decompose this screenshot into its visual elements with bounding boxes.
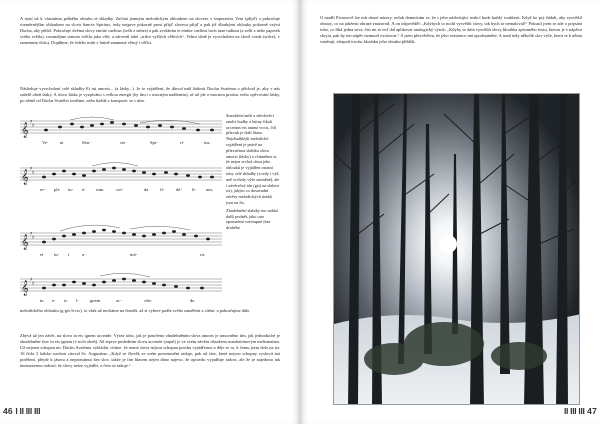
sharp-icon: ♯ <box>30 277 33 283</box>
lyric-syllable: ri- <box>180 140 185 145</box>
lyric-syllable: um, <box>206 187 214 192</box>
lyric-syllable: gnem <box>90 298 101 303</box>
treble-clef-icon: 𝄞 <box>21 235 29 250</box>
sidebar-text <box>226 113 280 233</box>
lyric-syllable: re- <box>40 187 46 192</box>
lyric-syllable: rum <box>96 187 104 192</box>
right-paragraph: O madlí Picassově lze mít různé názory, avšak domnívám se, že s jeho následující reakcí bude každý souhlasit. Když ho prý žádali, aby vysvětlil obrazy, co na jakémsi obraze znázornil. A on odpověděl: „Kdybych to mohl vysvětlit slovy, tak bych to nemaloval!“ Pokusil jsem se zde o popsání toho, co říká jedna sova. Jen mi to teď dal aplikovat analogický výrok: „Kdyby se dala vysvětlit slovy hloubka zpívaného textu, kterou je v nápěvu skryta, pak by ten nápěv nemusel existovat.“ A jsem přesvědčen, že jeho existence má opodstatnění. A snad tedy několik slov výše, která se k němu vztahují, alespoň trochu hloubku jeho obsahu přiblíží. <box>320 15 582 44</box>
notes-line-4 <box>42 278 204 290</box>
lyric-syllable: cén- <box>144 298 152 303</box>
lyric-syllable: ó- <box>82 187 86 192</box>
lyrics-line-3 <box>40 252 205 257</box>
forest-photo <box>333 93 580 405</box>
after-score-text <box>20 308 280 317</box>
next-text <box>20 86 280 107</box>
folio-bars: II III III <box>563 406 585 416</box>
score-svg <box>20 113 222 306</box>
sidebar-paragraph: Zhudebnění slabiky mo nabízí další podnět, jako ono zpomalení vzestupné fáze druhého <box>226 207 279 231</box>
lyric-syllable: ple <box>54 187 60 192</box>
lyric-syllable: ac- <box>116 298 122 303</box>
right-page <box>300 0 600 424</box>
sharp-icon: ♯ <box>32 170 35 176</box>
treble-clef-icon: 𝄞 <box>21 170 29 185</box>
lyric-syllable: i <box>68 252 70 257</box>
slur <box>130 226 190 230</box>
lyric-syllable: in <box>40 298 44 303</box>
lyric-syllable: a- <box>82 252 86 257</box>
page-number: 46 <box>3 406 13 416</box>
sharp-icon: ♯ <box>30 231 33 237</box>
lyric-syllable: í- <box>76 298 79 303</box>
sharp-icon: ♯ <box>32 123 35 129</box>
lyrics-line-4 <box>40 298 195 303</box>
forest-illustration <box>334 94 580 405</box>
folio-bars: I II III III <box>15 406 41 416</box>
lyric-syllable: cor- <box>116 187 124 192</box>
lyric-syllable: tus, <box>204 140 211 145</box>
slur <box>70 117 114 120</box>
treble-clef-icon: 𝄞 <box>21 281 29 296</box>
page-number-left <box>3 406 40 416</box>
sharp-icon: ♯ <box>32 235 35 241</box>
lyric-syllable: de. <box>190 298 196 303</box>
staff-3 <box>20 233 222 245</box>
slur <box>92 163 138 167</box>
lyrics-line-1 <box>42 140 211 146</box>
closing-paragraph: Zbývá už jen závěr, na slova in eis ignem accende. Výraz toho, jak je ponořeno zhudebněním slova amoris je umocněno tím, jak jednoduché je zhudebnění slov in eis ignem (v nich oheň). Až teprve posledním slovu accende (zapal) je ve svém závěru obsaženo mnohatónovým melismatem. Už nejsem schopen níc Duchu Svatému vykládat, cítíme, že nemá slova nejsou schopna prosbu vyjádřenou a děje se to, k čemu jsem dole na str. 16 čísla 3 loňsko ozobou citoval Sv. Augustina: „Když se člověk ve svém porozumění raduje, pak od slov, které nejsou schopny vyslovit ani potěšení, přejde k jásotu a nepromítnut bez slov, takže je tím hlasem nejen dáno najevo, že opravdu vyjadřuje radost, ale že je najednou tak neomezenou radostí, že slovy nelze vyjádřit, o čem se raduje.“ <box>20 333 280 368</box>
lyric-syllable: mó- <box>130 252 138 257</box>
staff-1 <box>20 121 222 133</box>
sharp-icon: ♯ <box>30 119 33 125</box>
lyric-syllable: e- <box>52 298 56 303</box>
staff-4 <box>20 279 222 291</box>
lyric-syllable: ni <box>60 140 64 145</box>
lyric-syllable: Spí- <box>150 140 158 145</box>
lyric-syllable: fi- <box>160 187 165 192</box>
lyric-syllable: cte <box>120 140 126 145</box>
lyric-syllable: da <box>144 187 149 192</box>
lyric-syllable: tu- <box>68 187 74 192</box>
treble-clef-icon: 𝄞 <box>21 123 29 138</box>
next-paragraph: Následuje vyvrcholení celé skladby Et tui amoris... (a lásky...). Je to vyjádření, že důvod naší žádosti Duchu Svatému o příchod je, aby v nás zažehl oheň lásky. A slovo láska je vyzpíváno s velkou energií (by tím i s mocným nadšením), ač už jde o mocnou prosbu, nebo opěvování lásky, po němž od Ducha Svatého toužíme, nebo každá z kompozic se s ním. <box>20 86 280 103</box>
lyric-syllable: tu- <box>54 252 60 257</box>
right-text <box>320 15 582 48</box>
page-number-right <box>564 406 597 416</box>
lyrics-line-2 <box>40 187 213 193</box>
lyric-syllable: et <box>40 252 44 257</box>
slur <box>100 273 150 277</box>
lyric-syllable: ris <box>200 252 205 257</box>
notes-line-2 <box>42 167 214 179</box>
slur <box>140 120 200 124</box>
staff-2 <box>20 168 222 180</box>
closing-text <box>20 333 280 372</box>
intro-paragraph: A nyní už k vlastnímu průběhu obsahu té skladby. Začíná jemným melodickým obloukem na slovese v imperativu Veni (přijď) a pokračuje rozměrnějším obloukem na slovu Sancte Spiritus, tedy nejprve pokorně prosí přijď slovesa přijď a pak již dlouhými oblouky pokorně vzývá Ducha, aby přišel. Pokračuje dvěma slovy emitte caelitus (sešli z nebes) a pak zvoláním et emitte caelitus lucis tuae radium (a sešli z nebe paprsek svého světla), rozumějme tomuto světlu jako víře, a zároveň také „srdce vyšlých věřících“. Velmi silně je vyvrcholení na slově corda (srdce), v ramenním číslu). Doplňme, že fidelis mihi v latině znamená věrný i věřící. <box>20 16 280 45</box>
music-score <box>20 113 222 306</box>
lyric-syllable: Sán- <box>82 140 91 145</box>
lyric-syllable: is <box>64 298 68 303</box>
lyric-syllable: li- <box>192 187 197 192</box>
intro-text <box>20 16 280 49</box>
sun-icon <box>439 235 457 253</box>
slur <box>60 225 120 231</box>
sharp-icon: ♯ <box>32 281 35 287</box>
sidebar-paragraph: Starokřesťanští a středověcí znalci hudby a latiny fikali accentus est anima vocis, čili přízvuk je duší hlasu. Nejobsáhlejší melodické vyjádření je právě na přízvučnou slabiku slova amoris (lásky) a všimněme si, že nejen vrchol obou jeho oblouků je vyjádřen ostatní tóny celé skladby (a tedy i výš, než vrcholy výše zmíněné), ale i závěrečný tón (gis) na slabice ris), jakým co dosavadní závěry melodických úseků jsou na fis. <box>226 113 280 205</box>
sharp-icon: ♯ <box>30 166 33 172</box>
lyric-syllable: dé- <box>176 187 182 192</box>
page-number: 47 <box>587 406 597 416</box>
lyric-syllable: Ve- <box>42 140 49 145</box>
after-paragraph: melodického oblouku (g-gis-h-cis), to však už necháme na čtenáři, až si vybere podle svého zaměření a cítění, a pokračujme dále. <box>20 308 251 313</box>
